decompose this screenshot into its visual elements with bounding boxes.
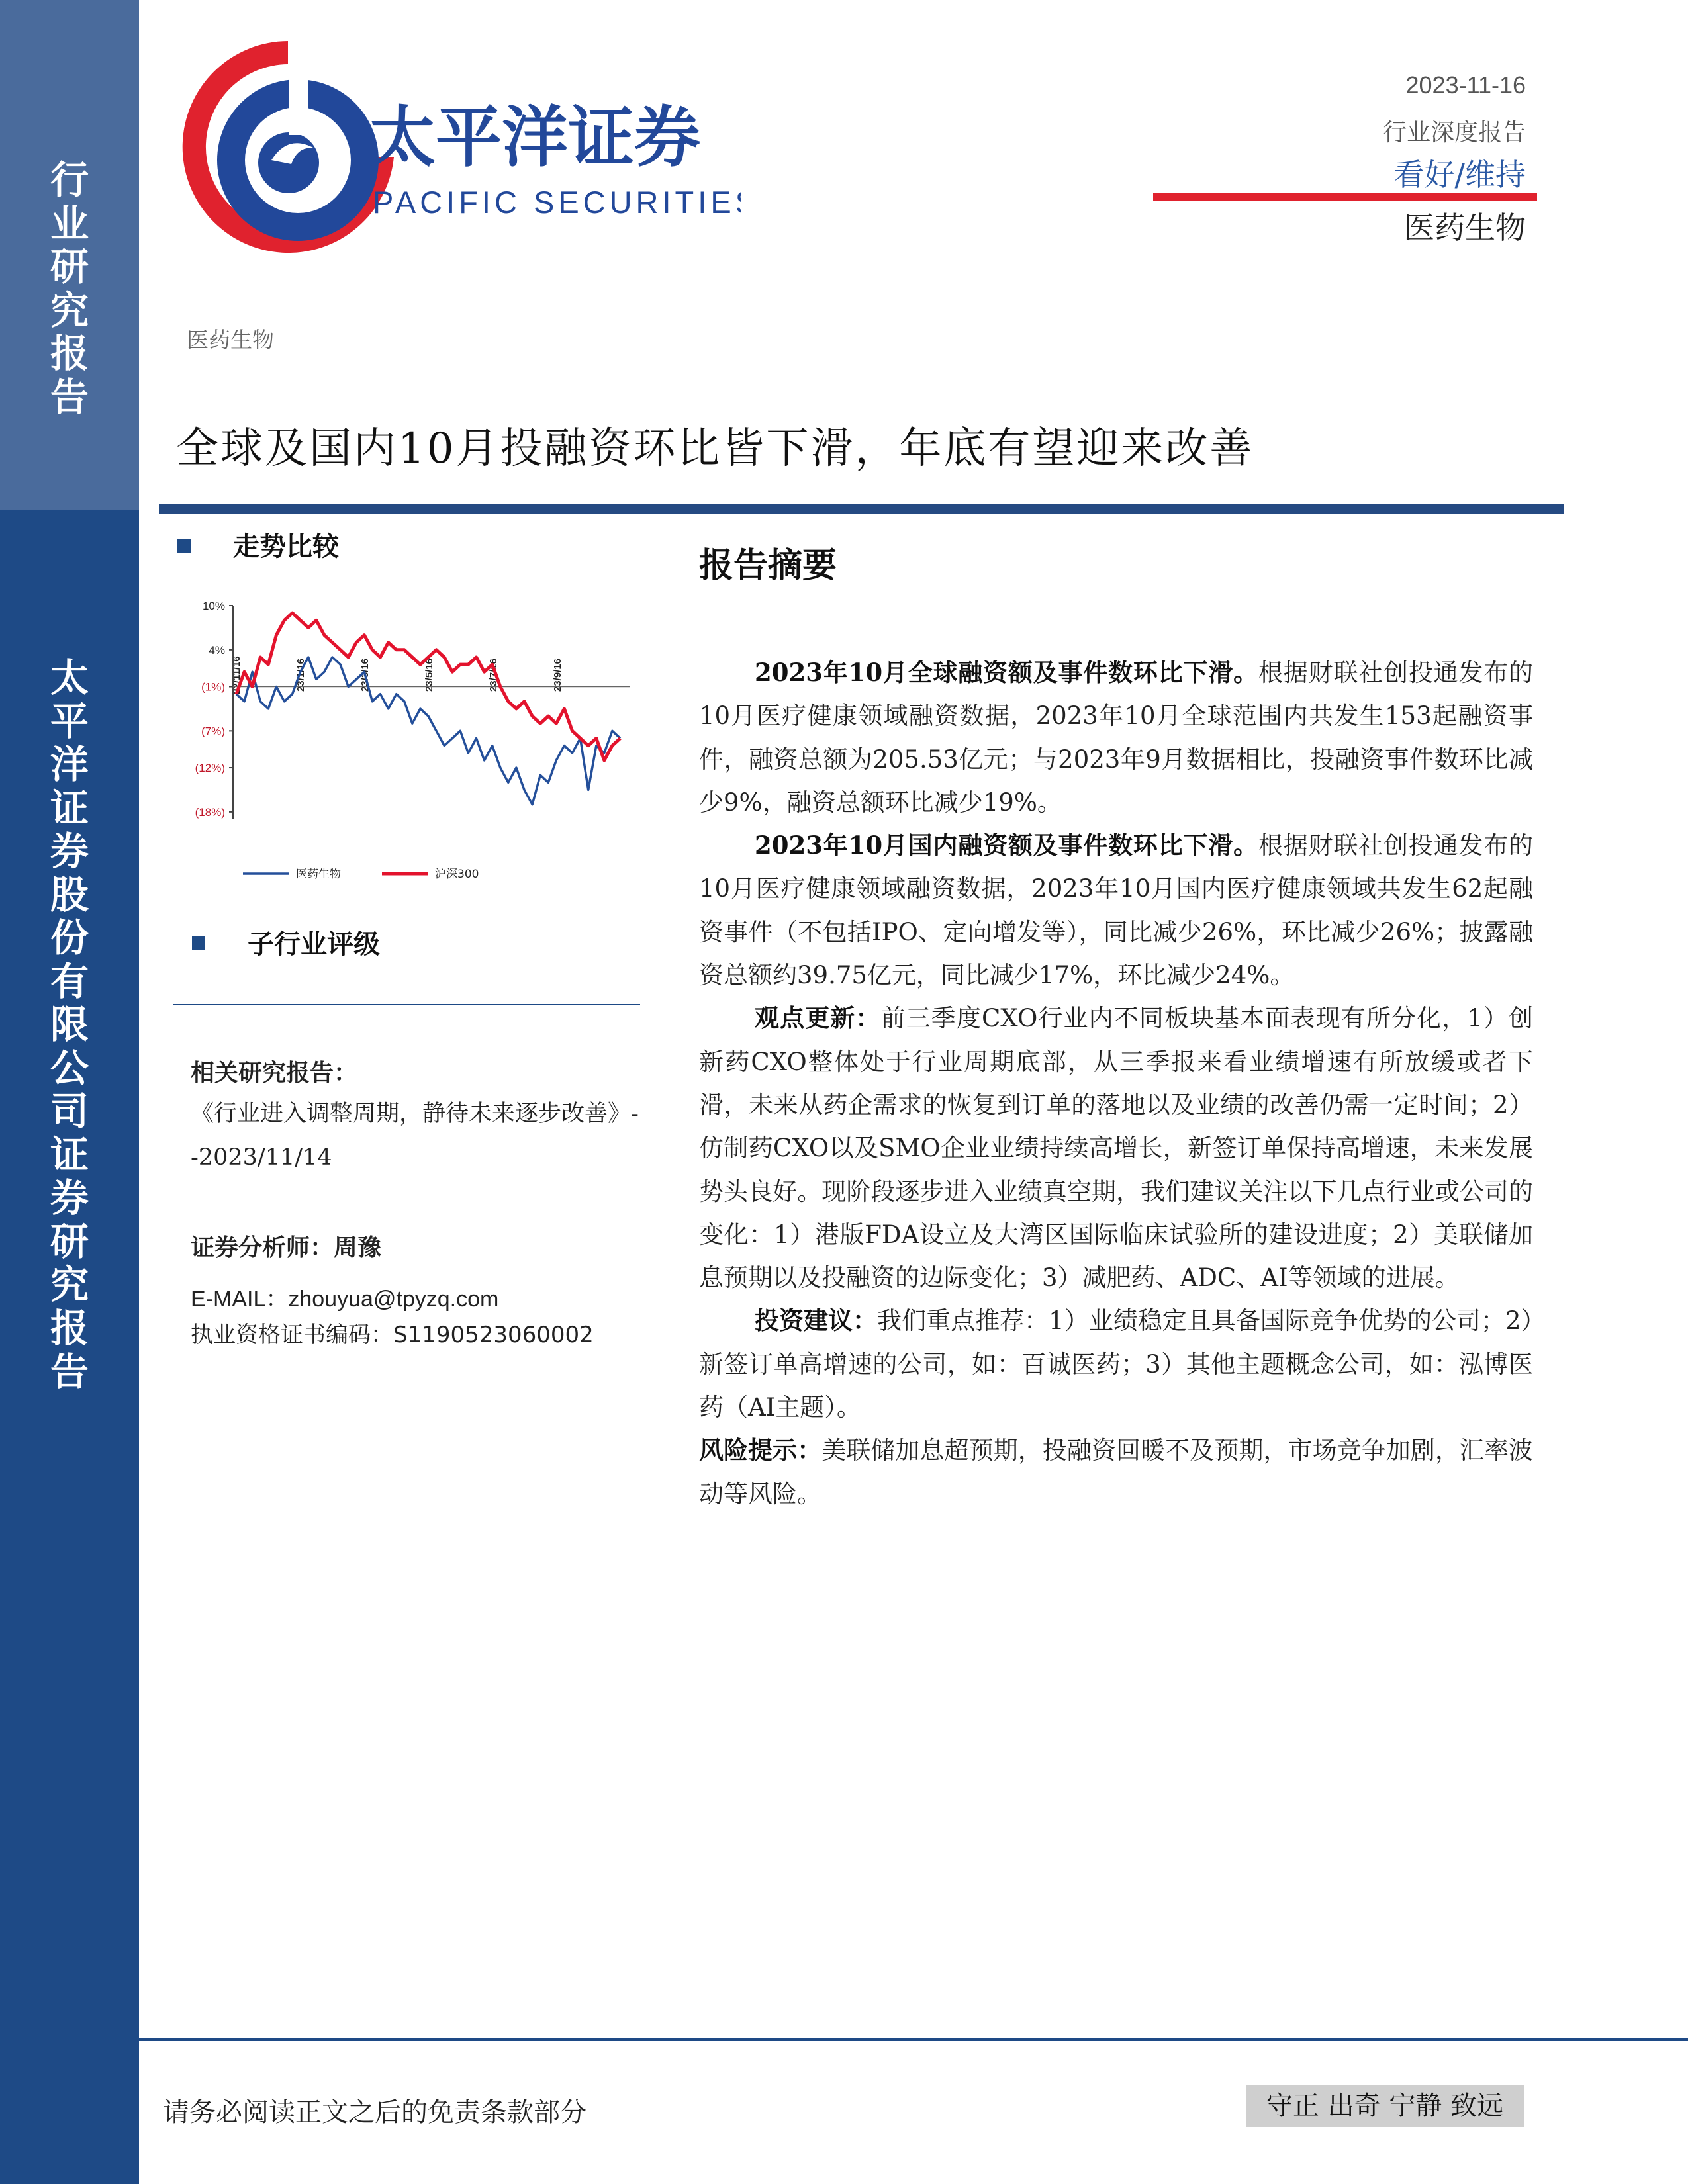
analyst-cert: 执业资格证书编码：S1190523060002 bbox=[191, 1322, 594, 1348]
abstract-paragraph bbox=[699, 1429, 1533, 1516]
paragraph-text: 根据财联社创投通发布的10月医疗健康领域融资数据，2023年10月国内医疗健康领域共发生62起融资事件（不包括IPO、定向增发等），同比减少26%，环比减少26%；披露融资总额约39.75亿元，同比减少17%，环比减少24%。 bbox=[699, 831, 1533, 990]
sidebar-char: 报 bbox=[50, 331, 89, 377]
rating-label: 看好/维持 bbox=[1393, 157, 1526, 193]
logo-cn-text: 太平洋证券 bbox=[369, 99, 700, 176]
sidebar-char: 限 bbox=[50, 1002, 89, 1048]
abstract-body bbox=[699, 651, 1533, 1516]
sidebar-char: 究 bbox=[50, 1262, 89, 1308]
footer-motto: 守正 出奇 宁静 致远 bbox=[1246, 2085, 1524, 2127]
title-divider bbox=[159, 504, 1564, 514]
sidebar-char: 证 bbox=[50, 1132, 89, 1177]
x-tick-label: 23/1/16 bbox=[295, 658, 306, 692]
sector-label: 医药生物 bbox=[1404, 210, 1526, 246]
y-tick-label: (1%) bbox=[201, 680, 225, 694]
x-tick-label: 22/11/16 bbox=[231, 656, 242, 694]
sub-rating-heading: 子行业评级 bbox=[248, 929, 380, 960]
y-tick-label: (18%) bbox=[195, 805, 225, 819]
abstract-paragraph bbox=[699, 824, 1533, 997]
x-tick-label: 23/7/16 bbox=[488, 658, 499, 692]
sidebar-char: 研 bbox=[50, 244, 89, 290]
sidebar-char: 券 bbox=[50, 1175, 89, 1221]
sidebar-char: 报 bbox=[50, 1305, 89, 1351]
sidebar-char: 平 bbox=[50, 698, 89, 744]
y-tick-label: (7%) bbox=[201, 725, 225, 738]
sidebar-bottom-label bbox=[0, 510, 139, 1394]
trend-chart bbox=[173, 589, 650, 893]
footer-divider bbox=[139, 2038, 1688, 2041]
related-report-link[interactable]: 《行业进入调整周期，静待未来逐步改善》--2023/11/14 bbox=[191, 1101, 639, 1171]
sidebar-char: 研 bbox=[50, 1218, 89, 1264]
sidebar-char: 证 bbox=[50, 785, 89, 831]
y-tick-label: 4% bbox=[209, 643, 225, 657]
sidebar-char: 告 bbox=[50, 1349, 89, 1394]
report-type: 行业深度报告 bbox=[1382, 119, 1526, 146]
sidebar-top bbox=[0, 0, 139, 510]
sidebar-char: 份 bbox=[50, 915, 89, 961]
trend-bullet-icon bbox=[177, 539, 191, 553]
sidebar-char: 洋 bbox=[50, 742, 89, 788]
paragraph-text: 前三季度CXO行业内不同板块基本面表现有所分化，1）创新药CXO整体处于行业周期底部，从三季报来看业绩增速有所放缓或者下滑，未来从药企需求的恢复到订单的落地以及业绩的改善仍需一定时间；2）仿制药CXO以及SMO企业业绩持续高增长，新签订单保持高增速，未来发展势头良好。现阶段逐步进入业绩真空期，我们建议关注以下几点行业或公司的变化：1）港版FDA设立及大湾区国际临床试验所的建设进度；2）美联储加息预期以及投融资的边际变化；3）减肥药、ADC、AI等领域的进展。 bbox=[699, 1004, 1534, 1293]
paragraph-lead: 观点更新： bbox=[755, 1003, 881, 1033]
abstract-paragraph bbox=[699, 1299, 1533, 1429]
sidebar-char: 究 bbox=[50, 287, 89, 333]
y-tick-label: 10% bbox=[202, 600, 225, 612]
legend-label: 沪深300 bbox=[435, 868, 479, 881]
y-tick-label: (12%) bbox=[195, 762, 225, 775]
paragraph-text: 根据财联社创投通发布的10月医疗健康领域融资数据，2023年10月全球范围内共发生153起融资事件，融资总额为205.53亿元；与2023年9月数据相比，投融资事件数环比减少9%，融资总额环比减少19%。 bbox=[699, 659, 1533, 817]
paragraph-lead: 风险提示： bbox=[699, 1435, 822, 1465]
sidebar-char: 公 bbox=[50, 1045, 89, 1091]
paragraph-lead: 2023年10月全球融资额及事件数环比下滑。 bbox=[755, 658, 1258, 687]
footer-disclaimer: 请务必阅读正文之后的免责条款部分 bbox=[163, 2097, 586, 2128]
sidebar-char: 券 bbox=[50, 829, 89, 874]
analyst-label: 证券分析师：周豫 bbox=[191, 1234, 382, 1261]
paragraph-lead: 2023年10月国内融资额及事件数环比下滑。 bbox=[755, 831, 1258, 860]
related-heading: 相关研究报告： bbox=[191, 1059, 358, 1087]
sub-rating-divider bbox=[173, 1004, 640, 1005]
abstract-paragraph bbox=[699, 651, 1533, 824]
industry-tag: 医药生物 bbox=[187, 327, 274, 353]
x-tick-label: 23/9/16 bbox=[552, 658, 563, 692]
trend-heading: 走势比较 bbox=[233, 531, 339, 562]
paragraph-lead: 投资建议： bbox=[755, 1306, 878, 1336]
sidebar-char: 有 bbox=[50, 958, 89, 1004]
sidebar-char: 太 bbox=[50, 655, 89, 700]
report-date: 2023-11-16 bbox=[1405, 71, 1526, 99]
legend-label: 医药生物 bbox=[296, 868, 341, 881]
x-tick-label: 23/5/16 bbox=[424, 658, 435, 692]
x-tick-label: 23/3/16 bbox=[359, 658, 371, 692]
sidebar-char: 告 bbox=[50, 374, 89, 420]
sidebar-char: 行 bbox=[50, 158, 89, 203]
paragraph-text: 美联储加息超预期，投融资回暖不及预期，市场竞争加剧，汇率波动等风险。 bbox=[699, 1436, 1534, 1508]
sidebar-char: 股 bbox=[50, 872, 89, 917]
sidebar-char: 司 bbox=[50, 1089, 89, 1134]
analyst-email[interactable]: E-MAIL：zhouyua@tpyzq.com bbox=[191, 1287, 499, 1312]
abstract-heading: 报告摘要 bbox=[699, 545, 837, 586]
page-title: 全球及国内10月投融资环比皆下滑，年底有望迎来改善 bbox=[176, 424, 1254, 473]
sidebar-top-label bbox=[0, 0, 139, 419]
sidebar-bottom bbox=[0, 510, 139, 2184]
paragraph-text: 我们重点推荐：1）业绩稳定且具备国际竞争优势的公司；2）新签订单高增速的公司，如：百诚医药；3）其他主题概念公司，如：泓博医药（AI主题）。 bbox=[699, 1306, 1533, 1422]
logo-en-text: PACIFIC SECURITIES bbox=[373, 185, 741, 220]
logo-emblem-icon bbox=[172, 34, 741, 273]
sub-rating-bullet-icon bbox=[192, 936, 205, 950]
header-red-divider bbox=[1153, 193, 1537, 201]
abstract-paragraph bbox=[699, 997, 1533, 1299]
sidebar-char: 业 bbox=[50, 201, 89, 246]
company-logo bbox=[172, 34, 741, 273]
